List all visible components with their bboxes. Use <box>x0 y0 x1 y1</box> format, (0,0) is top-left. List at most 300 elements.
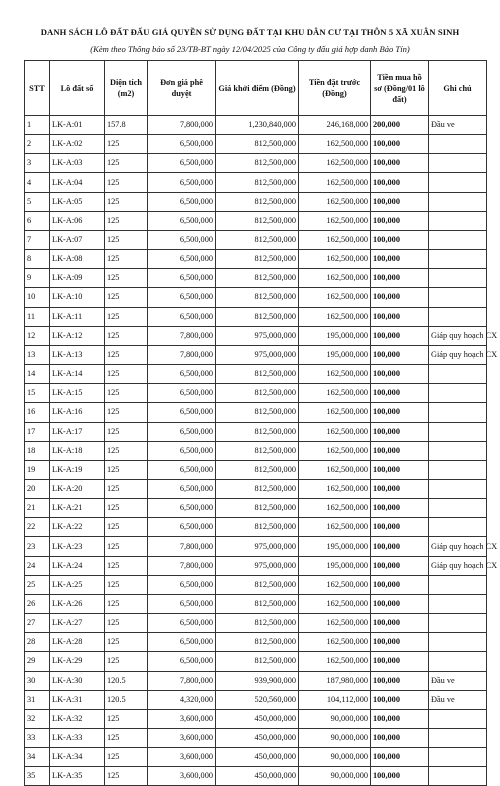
table-row <box>25 652 487 671</box>
cell-area: 125 <box>105 230 148 249</box>
cell-lot: LK-A:29 <box>50 652 105 671</box>
cell-note: Đầu ve <box>429 690 487 709</box>
cell-starting-price: 812,500,000 <box>216 211 299 230</box>
cell-note <box>429 230 487 249</box>
cell-stt: 4 <box>25 173 50 192</box>
cell-deposit: 90,000,000 <box>299 709 371 728</box>
column-header-stt: STT <box>25 61 50 116</box>
cell-starting-price: 450,000,000 <box>216 767 299 786</box>
cell-unit-price: 7,800,000 <box>148 671 216 690</box>
cell-starting-price: 812,500,000 <box>216 460 299 479</box>
cell-dossier-fee: 100,000 <box>371 556 429 575</box>
cell-unit-price: 3,600,000 <box>148 729 216 748</box>
cell-note <box>429 211 487 230</box>
cell-deposit: 162,500,000 <box>299 211 371 230</box>
cell-starting-price: 812,500,000 <box>216 173 299 192</box>
cell-unit-price: 6,500,000 <box>148 518 216 537</box>
cell-note <box>429 192 487 211</box>
cell-unit-price: 6,500,000 <box>148 211 216 230</box>
cell-lot: LK-A:05 <box>50 192 105 211</box>
table-row <box>25 403 487 422</box>
cell-area: 125 <box>105 709 148 728</box>
cell-dossier-fee: 100,000 <box>371 709 429 728</box>
cell-stt: 8 <box>25 250 50 269</box>
cell-area: 125 <box>105 633 148 652</box>
cell-dossier-fee: 100,000 <box>371 211 429 230</box>
cell-note <box>429 633 487 652</box>
cell-lot: LK-A:09 <box>50 269 105 288</box>
cell-stt: 18 <box>25 441 50 460</box>
cell-lot: LK-A:16 <box>50 403 105 422</box>
cell-dossier-fee: 100,000 <box>371 230 429 249</box>
cell-area: 125 <box>105 154 148 173</box>
cell-deposit: 187,980,000 <box>299 671 371 690</box>
cell-dossier-fee: 100,000 <box>371 518 429 537</box>
cell-deposit: 162,500,000 <box>299 652 371 671</box>
cell-stt: 9 <box>25 269 50 288</box>
table-row <box>25 499 487 518</box>
cell-lot: LK-A:04 <box>50 173 105 192</box>
cell-deposit: 162,500,000 <box>299 173 371 192</box>
cell-area: 125 <box>105 729 148 748</box>
cell-note <box>429 288 487 307</box>
cell-lot: LK-A:27 <box>50 614 105 633</box>
cell-dossier-fee: 100,000 <box>371 307 429 326</box>
table-row <box>25 422 487 441</box>
cell-dossier-fee: 100,000 <box>371 173 429 192</box>
cell-deposit: 162,500,000 <box>299 250 371 269</box>
cell-deposit: 162,500,000 <box>299 365 371 384</box>
cell-starting-price: 975,000,000 <box>216 537 299 556</box>
cell-stt: 10 <box>25 288 50 307</box>
cell-area: 125 <box>105 556 148 575</box>
cell-note <box>429 365 487 384</box>
cell-unit-price: 6,500,000 <box>148 173 216 192</box>
cell-dossier-fee: 100,000 <box>371 690 429 709</box>
cell-area: 125 <box>105 326 148 345</box>
cell-note: Giáp quy hoạch CX <box>429 326 487 345</box>
cell-unit-price: 6,500,000 <box>148 365 216 384</box>
cell-note <box>429 767 487 786</box>
table-row <box>25 441 487 460</box>
table-row <box>25 326 487 345</box>
cell-area: 125 <box>105 365 148 384</box>
cell-area: 125 <box>105 173 148 192</box>
cell-dossier-fee: 100,000 <box>371 575 429 594</box>
cell-unit-price: 6,500,000 <box>148 288 216 307</box>
cell-unit-price: 7,800,000 <box>148 556 216 575</box>
cell-lot: LK-A:15 <box>50 384 105 403</box>
cell-unit-price: 6,500,000 <box>148 575 216 594</box>
cell-note <box>429 479 487 498</box>
cell-area: 125 <box>105 652 148 671</box>
cell-starting-price: 812,500,000 <box>216 384 299 403</box>
cell-note <box>429 154 487 173</box>
cell-starting-price: 812,500,000 <box>216 633 299 652</box>
cell-deposit: 104,112,000 <box>299 690 371 709</box>
table-header-row <box>25 61 487 116</box>
cell-area: 125 <box>105 345 148 364</box>
cell-stt: 2 <box>25 135 50 154</box>
table-row <box>25 154 487 173</box>
cell-note <box>429 594 487 613</box>
cell-deposit: 162,500,000 <box>299 575 371 594</box>
cell-note <box>429 575 487 594</box>
cell-lot: LK-A:08 <box>50 250 105 269</box>
cell-note <box>429 652 487 671</box>
cell-deposit: 162,500,000 <box>299 594 371 613</box>
cell-deposit: 162,500,000 <box>299 288 371 307</box>
table-row <box>25 173 487 192</box>
cell-stt: 17 <box>25 422 50 441</box>
cell-deposit: 162,500,000 <box>299 154 371 173</box>
column-header-area: Diện tích (m2) <box>105 61 148 116</box>
cell-lot: LK-A:02 <box>50 135 105 154</box>
cell-note: Giáp quy hoạch CX <box>429 537 487 556</box>
cell-starting-price: 812,500,000 <box>216 479 299 498</box>
cell-lot: LK-A:34 <box>50 748 105 767</box>
cell-lot: LK-A:03 <box>50 154 105 173</box>
table-row <box>25 575 487 594</box>
cell-starting-price: 812,500,000 <box>216 614 299 633</box>
cell-deposit: 162,500,000 <box>299 230 371 249</box>
cell-note <box>429 709 487 728</box>
cell-area: 125 <box>105 384 148 403</box>
cell-note <box>429 614 487 633</box>
cell-stt: 20 <box>25 479 50 498</box>
cell-lot: LK-A:17 <box>50 422 105 441</box>
cell-lot: LK-A:12 <box>50 326 105 345</box>
column-header-note: Ghi chú <box>429 61 487 116</box>
cell-lot: LK-A:25 <box>50 575 105 594</box>
cell-lot: LK-A:19 <box>50 460 105 479</box>
table-row <box>25 709 487 728</box>
cell-note <box>429 403 487 422</box>
cell-unit-price: 6,500,000 <box>148 499 216 518</box>
cell-unit-price: 6,500,000 <box>148 614 216 633</box>
cell-deposit: 162,500,000 <box>299 633 371 652</box>
cell-note <box>429 460 487 479</box>
cell-dossier-fee: 100,000 <box>371 479 429 498</box>
cell-deposit: 162,500,000 <box>299 403 371 422</box>
cell-note: Giáp quy hoạch CX <box>429 345 487 364</box>
cell-starting-price: 812,500,000 <box>216 652 299 671</box>
cell-stt: 24 <box>25 556 50 575</box>
cell-stt: 31 <box>25 690 50 709</box>
cell-unit-price: 6,500,000 <box>148 652 216 671</box>
cell-stt: 22 <box>25 518 50 537</box>
cell-starting-price: 812,500,000 <box>216 403 299 422</box>
cell-stt: 30 <box>25 671 50 690</box>
cell-unit-price: 6,500,000 <box>148 384 216 403</box>
cell-lot: LK-A:31 <box>50 690 105 709</box>
cell-unit-price: 7,800,000 <box>148 537 216 556</box>
cell-unit-price: 6,500,000 <box>148 230 216 249</box>
cell-note <box>429 384 487 403</box>
cell-lot: LK-A:18 <box>50 441 105 460</box>
table-row <box>25 307 487 326</box>
document-title: DANH SÁCH LÔ ĐẤT ĐẤU GIÁ QUYỀN SỬ DỤNG ĐẤT TẠI KHU DÂN CƯ TẠI THÔN 5 XÃ XUÂN SINH <box>40 27 460 37</box>
cell-lot: LK-A:11 <box>50 307 105 326</box>
cell-dossier-fee: 100,000 <box>371 135 429 154</box>
cell-deposit: 162,500,000 <box>299 135 371 154</box>
table-row <box>25 594 487 613</box>
table-row <box>25 250 487 269</box>
cell-dossier-fee: 200,000 <box>371 116 429 135</box>
cell-note <box>429 441 487 460</box>
table-row <box>25 633 487 652</box>
cell-area: 125 <box>105 479 148 498</box>
cell-dossier-fee: 100,000 <box>371 671 429 690</box>
cell-area: 125 <box>105 537 148 556</box>
cell-dossier-fee: 100,000 <box>371 192 429 211</box>
cell-starting-price: 812,500,000 <box>216 499 299 518</box>
cell-area: 125 <box>105 288 148 307</box>
cell-unit-price: 6,500,000 <box>148 460 216 479</box>
cell-unit-price: 6,500,000 <box>148 250 216 269</box>
cell-lot: LK-A:28 <box>50 633 105 652</box>
cell-unit-price: 6,500,000 <box>148 422 216 441</box>
cell-stt: 16 <box>25 403 50 422</box>
cell-unit-price: 6,500,000 <box>148 307 216 326</box>
cell-lot: LK-A:01 <box>50 116 105 135</box>
cell-unit-price: 6,500,000 <box>148 479 216 498</box>
table-row <box>25 690 487 709</box>
column-header-unit-price: Đơn giá phê duyệt <box>148 61 216 116</box>
cell-lot: LK-A:20 <box>50 479 105 498</box>
cell-deposit: 195,000,000 <box>299 537 371 556</box>
table-row <box>25 537 487 556</box>
cell-note <box>429 518 487 537</box>
cell-stt: 7 <box>25 230 50 249</box>
cell-starting-price: 975,000,000 <box>216 345 299 364</box>
cell-deposit: 162,500,000 <box>299 192 371 211</box>
cell-starting-price: 450,000,000 <box>216 748 299 767</box>
table-row <box>25 211 487 230</box>
cell-area: 125 <box>105 499 148 518</box>
cell-note: Đầu ve <box>429 671 487 690</box>
cell-starting-price: 812,500,000 <box>216 594 299 613</box>
cell-lot: LK-A:30 <box>50 671 105 690</box>
table-row <box>25 767 487 786</box>
cell-dossier-fee: 100,000 <box>371 384 429 403</box>
table-row <box>25 345 487 364</box>
cell-dossier-fee: 100,000 <box>371 594 429 613</box>
cell-note <box>429 499 487 518</box>
cell-starting-price: 812,500,000 <box>216 441 299 460</box>
table-row <box>25 288 487 307</box>
cell-stt: 35 <box>25 767 50 786</box>
cell-deposit: 162,500,000 <box>299 441 371 460</box>
cell-lot: LK-A:13 <box>50 345 105 364</box>
cell-area: 125 <box>105 594 148 613</box>
cell-lot: LK-A:35 <box>50 767 105 786</box>
lot-table <box>24 60 498 786</box>
cell-dossier-fee: 100,000 <box>371 537 429 556</box>
cell-area: 125 <box>105 135 148 154</box>
cell-dossier-fee: 100,000 <box>371 729 429 748</box>
table-row <box>25 269 487 288</box>
cell-stt: 13 <box>25 345 50 364</box>
cell-dossier-fee: 100,000 <box>371 365 429 384</box>
cell-starting-price: 1,230,840,000 <box>216 116 299 135</box>
table-row <box>25 460 487 479</box>
cell-area: 125 <box>105 518 148 537</box>
table-row <box>25 748 487 767</box>
cell-dossier-fee: 100,000 <box>371 460 429 479</box>
cell-unit-price: 7,800,000 <box>148 345 216 364</box>
cell-stt: 28 <box>25 633 50 652</box>
cell-area: 125 <box>105 460 148 479</box>
cell-starting-price: 812,500,000 <box>216 422 299 441</box>
cell-unit-price: 4,320,000 <box>148 690 216 709</box>
cell-starting-price: 520,560,000 <box>216 690 299 709</box>
cell-note <box>429 729 487 748</box>
cell-unit-price: 6,500,000 <box>148 154 216 173</box>
cell-deposit: 90,000,000 <box>299 748 371 767</box>
cell-unit-price: 6,500,000 <box>148 633 216 652</box>
column-header-deposit: Tiền đặt trước (Đồng) <box>299 61 371 116</box>
cell-area: 125 <box>105 192 148 211</box>
document-subtitle: (Kèm theo Thông báo số 23/TB-BT ngày 12/04/2025 của Công ty đấu giá hợp danh Bảo Tín) <box>90 44 410 54</box>
cell-deposit: 162,500,000 <box>299 460 371 479</box>
cell-area: 125 <box>105 307 148 326</box>
column-header-lot: Lô đất số <box>50 61 105 116</box>
cell-stt: 19 <box>25 460 50 479</box>
cell-starting-price: 450,000,000 <box>216 729 299 748</box>
cell-dossier-fee: 100,000 <box>371 345 429 364</box>
cell-area: 125 <box>105 767 148 786</box>
cell-stt: 26 <box>25 594 50 613</box>
cell-lot: LK-A:24 <box>50 556 105 575</box>
cell-starting-price: 812,500,000 <box>216 307 299 326</box>
cell-lot: LK-A:33 <box>50 729 105 748</box>
cell-stt: 3 <box>25 154 50 173</box>
cell-unit-price: 6,500,000 <box>148 403 216 422</box>
cell-stt: 1 <box>25 116 50 135</box>
cell-dossier-fee: 100,000 <box>371 748 429 767</box>
cell-lot: LK-A:10 <box>50 288 105 307</box>
cell-unit-price: 6,500,000 <box>148 269 216 288</box>
cell-deposit: 162,500,000 <box>299 499 371 518</box>
cell-note <box>429 250 487 269</box>
table-row <box>25 518 487 537</box>
cell-lot: LK-A:21 <box>50 499 105 518</box>
cell-note <box>429 748 487 767</box>
cell-lot: LK-A:07 <box>50 230 105 249</box>
cell-stt: 33 <box>25 729 50 748</box>
cell-dossier-fee: 100,000 <box>371 441 429 460</box>
cell-dossier-fee: 100,000 <box>371 269 429 288</box>
table-row <box>25 479 487 498</box>
cell-dossier-fee: 100,000 <box>371 403 429 422</box>
table-row <box>25 384 487 403</box>
cell-stt: 23 <box>25 537 50 556</box>
cell-deposit: 162,500,000 <box>299 518 371 537</box>
table-row <box>25 192 487 211</box>
cell-stt: 21 <box>25 499 50 518</box>
cell-lot: LK-A:26 <box>50 594 105 613</box>
cell-area: 125 <box>105 614 148 633</box>
cell-deposit: 162,500,000 <box>299 384 371 403</box>
cell-starting-price: 812,500,000 <box>216 518 299 537</box>
cell-stt: 14 <box>25 365 50 384</box>
table-body <box>25 116 498 786</box>
table-row <box>25 614 487 633</box>
cell-area: 125 <box>105 250 148 269</box>
table-row <box>25 365 487 384</box>
cell-area: 125 <box>105 403 148 422</box>
table-row <box>25 230 487 249</box>
cell-deposit: 195,000,000 <box>299 326 371 345</box>
cell-deposit: 195,000,000 <box>299 345 371 364</box>
cell-starting-price: 975,000,000 <box>216 326 299 345</box>
cell-deposit: 162,500,000 <box>299 307 371 326</box>
cell-deposit: 90,000,000 <box>299 767 371 786</box>
cell-area: 157.8 <box>105 116 148 135</box>
cell-area: 125 <box>105 211 148 230</box>
cell-starting-price: 812,500,000 <box>216 365 299 384</box>
cell-unit-price: 7,800,000 <box>148 116 216 135</box>
table-row <box>25 671 487 690</box>
cell-note: Đầu ve <box>429 116 487 135</box>
cell-area: 120.5 <box>105 690 148 709</box>
cell-starting-price: 975,000,000 <box>216 556 299 575</box>
cell-starting-price: 939,900,000 <box>216 671 299 690</box>
cell-dossier-fee: 100,000 <box>371 326 429 345</box>
cell-starting-price: 812,500,000 <box>216 575 299 594</box>
table-row <box>25 556 487 575</box>
cell-starting-price: 812,500,000 <box>216 250 299 269</box>
cell-note: Giáp quy hoạch CX <box>429 556 487 575</box>
cell-area: 125 <box>105 575 148 594</box>
cell-dossier-fee: 100,000 <box>371 288 429 307</box>
cell-area: 125 <box>105 269 148 288</box>
cell-stt: 5 <box>25 192 50 211</box>
cell-area: 125 <box>105 422 148 441</box>
cell-stt: 32 <box>25 709 50 728</box>
cell-dossier-fee: 100,000 <box>371 154 429 173</box>
cell-area: 120.5 <box>105 671 148 690</box>
cell-lot: LK-A:14 <box>50 365 105 384</box>
cell-stt: 6 <box>25 211 50 230</box>
cell-lot: LK-A:22 <box>50 518 105 537</box>
cell-unit-price: 3,600,000 <box>148 748 216 767</box>
cell-note <box>429 422 487 441</box>
cell-stt: 12 <box>25 326 50 345</box>
cell-unit-price: 3,600,000 <box>148 767 216 786</box>
cell-starting-price: 450,000,000 <box>216 709 299 728</box>
cell-starting-price: 812,500,000 <box>216 269 299 288</box>
cell-starting-price: 812,500,000 <box>216 192 299 211</box>
cell-deposit: 90,000,000 <box>299 729 371 748</box>
cell-deposit: 162,500,000 <box>299 422 371 441</box>
cell-note <box>429 135 487 154</box>
cell-stt: 25 <box>25 575 50 594</box>
cell-unit-price: 6,500,000 <box>148 594 216 613</box>
cell-dossier-fee: 100,000 <box>371 767 429 786</box>
cell-unit-price: 6,500,000 <box>148 441 216 460</box>
cell-lot: LK-A:06 <box>50 211 105 230</box>
column-header-dossier-fee: Tiền mua hồ sơ (Đồng/01 lô đất) <box>371 61 429 116</box>
cell-lot: LK-A:32 <box>50 709 105 728</box>
cell-area: 125 <box>105 748 148 767</box>
cell-dossier-fee: 100,000 <box>371 633 429 652</box>
table-row <box>25 116 487 135</box>
cell-unit-price: 7,800,000 <box>148 326 216 345</box>
cell-starting-price: 812,500,000 <box>216 154 299 173</box>
cell-starting-price: 812,500,000 <box>216 288 299 307</box>
